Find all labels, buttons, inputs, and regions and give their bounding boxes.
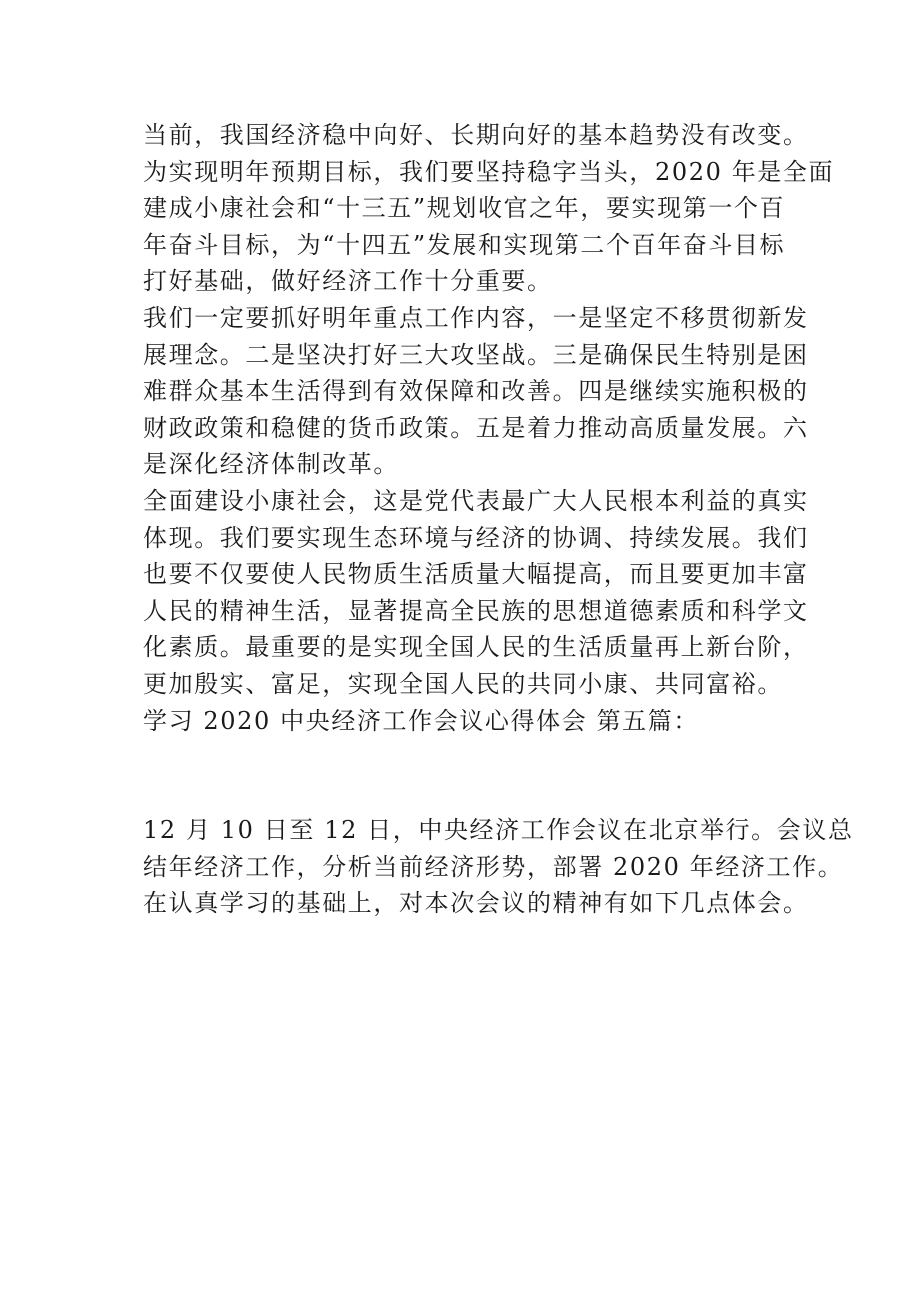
text-line: 更加殷实、富足，实现全国人民的共同小康、共同富裕。 <box>143 669 783 698</box>
text-line: 全面建设小康社会，这是党代表最广大人民根本利益的真实 <box>143 486 809 515</box>
section-heading-text: 学习 2020 中央经济工作会议心得体会 第五篇： <box>143 706 699 735</box>
text-line: 难群众基本生活得到有效保障和改善。四是继续实施积极的 <box>143 377 809 406</box>
blank-line <box>143 739 803 812</box>
text-line: 是深化经济体制改革。 <box>143 450 399 479</box>
text-line: 也要不仅要使人民物质生活质量大幅提高，而且要更加丰富 <box>143 560 809 589</box>
text-line: 当前，我国经济稳中向好、长期向好的基本趋势没有改变。 <box>143 121 809 149</box>
text-line: 在认真学习的基础上，对本次会议的精神有如下几点体会。 <box>143 889 809 918</box>
text-line: 年奋斗目标，为“十四五”发展和实现第二个百年奋斗目标 <box>143 230 786 259</box>
text-line: 结年经济工作，分析当前经济形势，部署 2020 年经济工作。 <box>143 852 844 881</box>
text-line: 我们一定要抓好明年重点工作内容，一是坚定不移贯彻新发 <box>143 303 809 332</box>
text-line: 体现。我们要实现生态环境与经济的协调、持续发展。我们 <box>143 523 809 552</box>
paragraph-moderately-prosperous-society <box>143 483 809 703</box>
paragraph-key-tasks <box>143 300 809 483</box>
text-line: 为实现明年预期目标，我们要坚持稳字当头，2020 年是全面 <box>143 157 835 186</box>
paragraph-conference-summary <box>143 812 854 922</box>
text-line: 财政政策和稳健的货币政策。五是着力推动高质量发展。六 <box>143 413 809 442</box>
text-line: 展理念。二是坚决打好三大攻坚战。三是确保民生特别是困 <box>143 340 809 369</box>
text-line: 12 月 10 日至 12 日，中央经济工作会议在北京举行。会议总 <box>143 816 854 845</box>
text-line: 人民的精神生活，显著提高全民族的思想道德素质和科学文 <box>143 596 809 625</box>
paragraph-economic-trend <box>143 117 835 300</box>
section-heading <box>143 703 803 740</box>
text-line: 化素质。最重要的是实现全国人民的生活质量再上新台阶， <box>143 633 809 662</box>
text-line: 建成小康社会和“十三五”规划收官之年，要实现第一个百 <box>143 194 786 223</box>
document-body <box>143 117 854 922</box>
text-line: 打好基础，做好经济工作十分重要。 <box>143 267 553 296</box>
